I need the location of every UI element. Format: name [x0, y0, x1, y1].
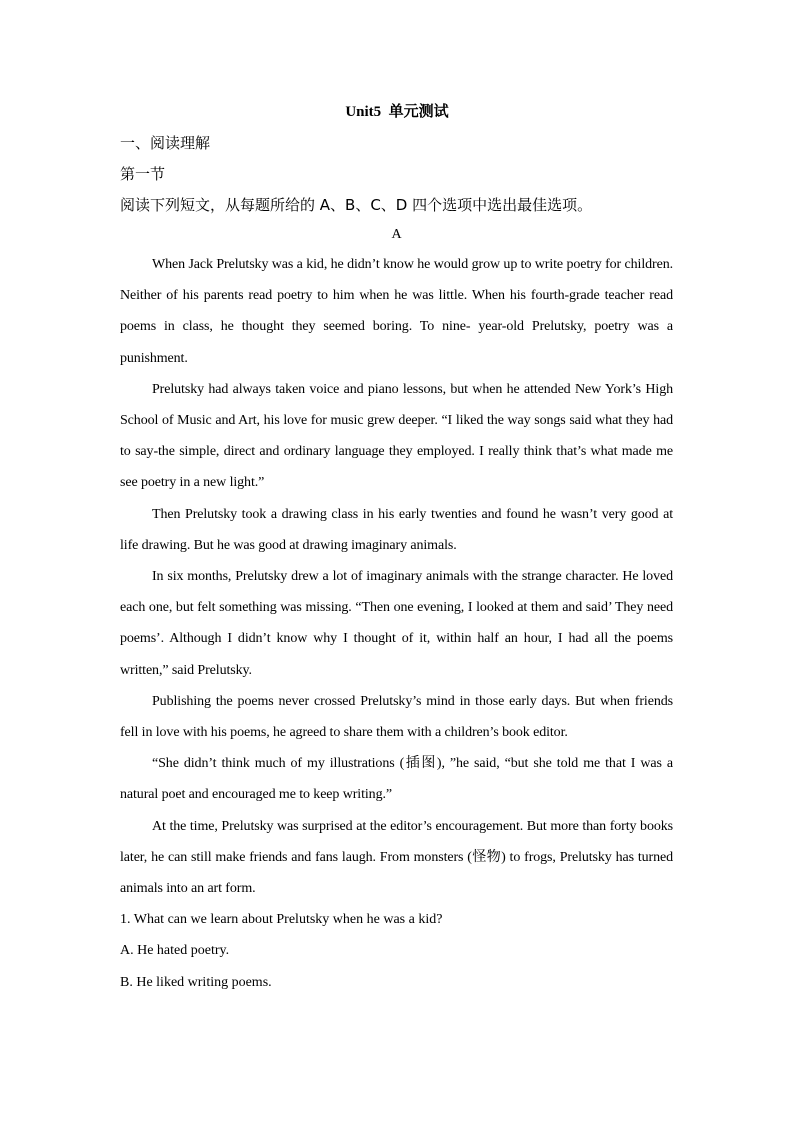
- paragraph-1: When Jack Prelutsky was a kid, he didn’t know he would grow up to write poetry for children. Neither of his parents read poetry to him when he was little. When his fourth-grade teacher read poems in class, he thought they seemed boring. To nine- year-old Prelutsky, poetry was a punishment.: [120, 257, 673, 366]
- question-1-stem: 1. What can we learn about Prelutsky when he was a kid?: [120, 912, 443, 928]
- instructions: 阅读下列短文，从每题所给的 A、B、C、D 四个选项中选出最佳选项。: [120, 196, 593, 214]
- paragraph-7: At the time, Prelutsky was surprised at the editor’s encouragement. But more than forty books later, he can still make friends and fans laugh. From monsters (怪物) to frogs, Prelutsky has turned animals into an art form.: [120, 818, 673, 897]
- subsection-heading: 第一节: [120, 165, 166, 183]
- paragraph-2: Prelutsky had always taken voice and piano lessons, but when he attended New York’s High School of Music and Art, his love for music grew deeper. “I liked the way songs said what they had to say-the simple, direct and ordinary language they employed. I really think that’s what made me see poetry in a new light.”: [120, 381, 673, 491]
- passage-label: A: [391, 227, 402, 242]
- document-body: [120, 128, 673, 998]
- page-title: Unit5 单元测试: [345, 104, 449, 120]
- paragraph-6: “She didn’t think much of my illustrations (插图), ”he said, “but she told me that I was a natural poet and encouraged me to keep writing.”: [120, 756, 673, 803]
- paragraph-5: Publishing the poems never crossed Prelutsky’s mind in those early days. But when friends fell in love with his poems, he agreed to share them with a children’s book editor.: [120, 693, 673, 741]
- paragraph-3: Then Prelutsky took a drawing class in his early twenties and found he wasn’t very good at life drawing. But he was good at drawing imaginary animals.: [120, 506, 673, 553]
- paragraph-4: In six months, Prelutsky drew a lot of imaginary animals with the strange character. He loved each one, but felt something was missing. “Then one evening, I looked at them and said’ They need poems’. Although I didn’t know why I thought of it, within half an hour, I had all the poems written,” said Prelutsky.: [120, 569, 673, 678]
- section-heading: 一、阅读理解: [120, 134, 211, 152]
- question-1-option-a: A. He hated poetry.: [120, 943, 230, 959]
- question-1-option-b: B. He liked writing poems.: [120, 974, 272, 990]
